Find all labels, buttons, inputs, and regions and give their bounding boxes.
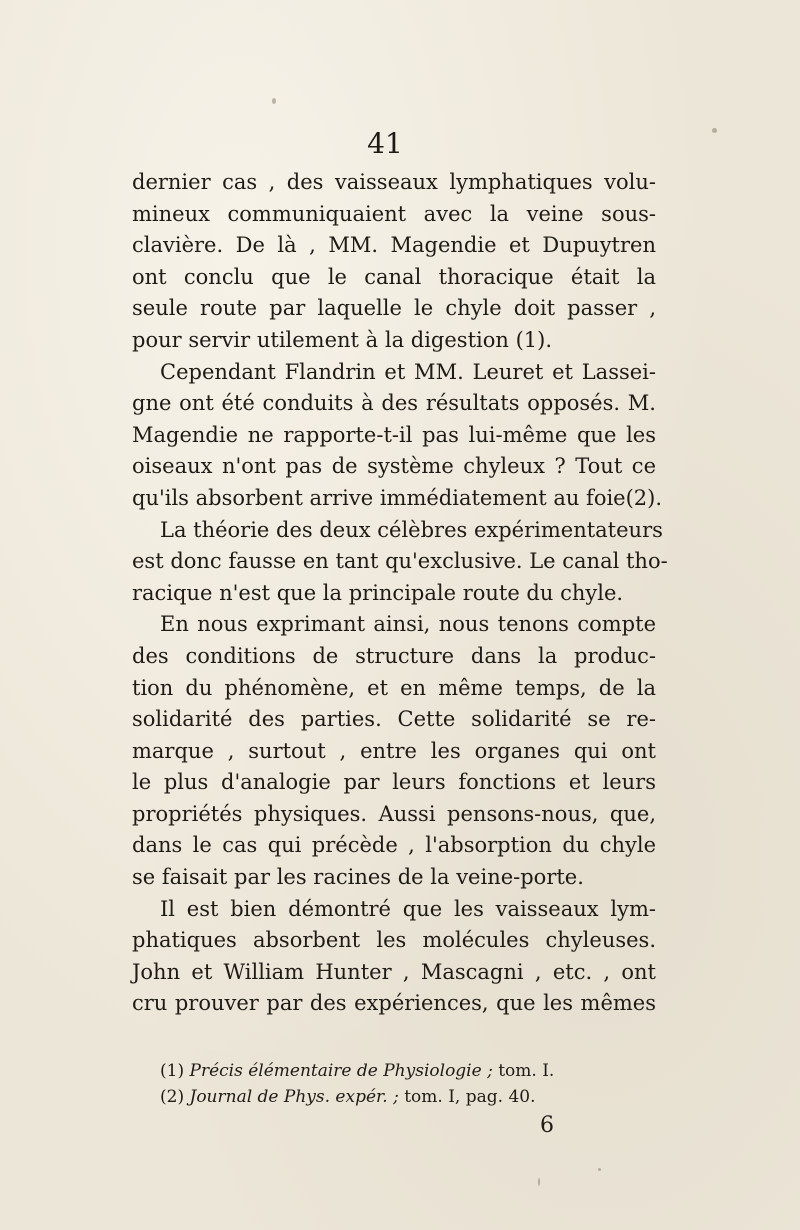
text-line: Magendie ne rapporte-t-il pas lui-même que les <box>132 422 656 447</box>
footnote-marker: (1) <box>160 1061 185 1081</box>
text-line: pour servir utilement à la digestion (1). <box>132 327 552 352</box>
footnote-title: Précis élémentaire de Physiologie ; <box>189 1061 493 1081</box>
text-line: clavière. De là , MM. Magendie et Dupuytren <box>132 233 656 258</box>
footnote <box>160 1058 656 1084</box>
text-line: John et William Hunter , Mascagni , etc. , ont <box>132 959 656 984</box>
paper-speck <box>538 1178 540 1186</box>
text-line: le plus d'analogie par leurs fonctions et leurs <box>132 770 656 795</box>
text-line: propriétés physiques. Aussi pensons-nous, que, <box>132 801 656 826</box>
text-line: dernier cas , des vaisseaux lymphatiques volu- <box>132 170 656 194</box>
text-line: ont conclu que le canal thoracique était la <box>132 264 656 289</box>
text-line: des conditions de structure dans la produc- <box>132 643 656 668</box>
footnote <box>160 1084 656 1110</box>
text-line: mineux communiquaient avec la veine sous- <box>132 201 656 226</box>
text-line: phatiques absorbent les molécules chyleuses. <box>132 928 656 953</box>
paper-speck <box>712 128 717 133</box>
footnote-reference: tom. I. <box>498 1061 555 1081</box>
text-line: seule route par laquelle le chyle doit passer , <box>132 296 656 321</box>
paper-speck <box>272 98 276 104</box>
text-line: oiseaux n'ont pas de système chyleux ? Tout ce <box>132 454 656 479</box>
page-number: 41 <box>367 127 403 160</box>
text-line: tion du phénomène, et en même temps, de la <box>132 675 656 700</box>
text-line: se faisait par les racines de la veine-porte. <box>132 865 584 890</box>
text-line: En nous exprimant ainsi, nous tenons compte <box>160 612 656 637</box>
paper-speck <box>598 1168 601 1171</box>
text-line: La théorie des deux célèbres expérimentateurs <box>160 517 663 542</box>
text-line: marque , surtout , entre les organes qui ont <box>132 738 656 763</box>
footnote-title: Journal de Phys. expér. ; <box>189 1087 399 1107</box>
text-line: cru prouver par des expériences, que les mêmes <box>132 991 656 1016</box>
text-line: racique n'est que la principale route du chyle. <box>132 580 624 605</box>
footnote-reference: tom. I, pag. 40. <box>404 1087 536 1107</box>
footnote-marker: (2) <box>160 1087 185 1107</box>
text-line: gne ont été conduits à des résultats opposés. M. <box>132 391 656 416</box>
text-line: dans le cas qui précède , l'absorption du chyle <box>132 833 656 858</box>
signature-mark: 6 <box>540 1113 554 1138</box>
text-line: solidarité des parties. Cette solidarité se re- <box>132 707 656 732</box>
body-text <box>132 167 668 1020</box>
footnotes <box>160 1058 656 1110</box>
text-line: qu'ils absorbent arrive immédiatement au foie(2). <box>132 485 663 510</box>
text-line: Il est bien démontré que les vaisseaux lym- <box>160 896 656 921</box>
text-line: est donc fausse en tant qu'exclusive. Le canal tho- <box>132 549 668 574</box>
text-line: Cependant Flandrin et MM. Leuret et Lassei- <box>160 359 656 384</box>
